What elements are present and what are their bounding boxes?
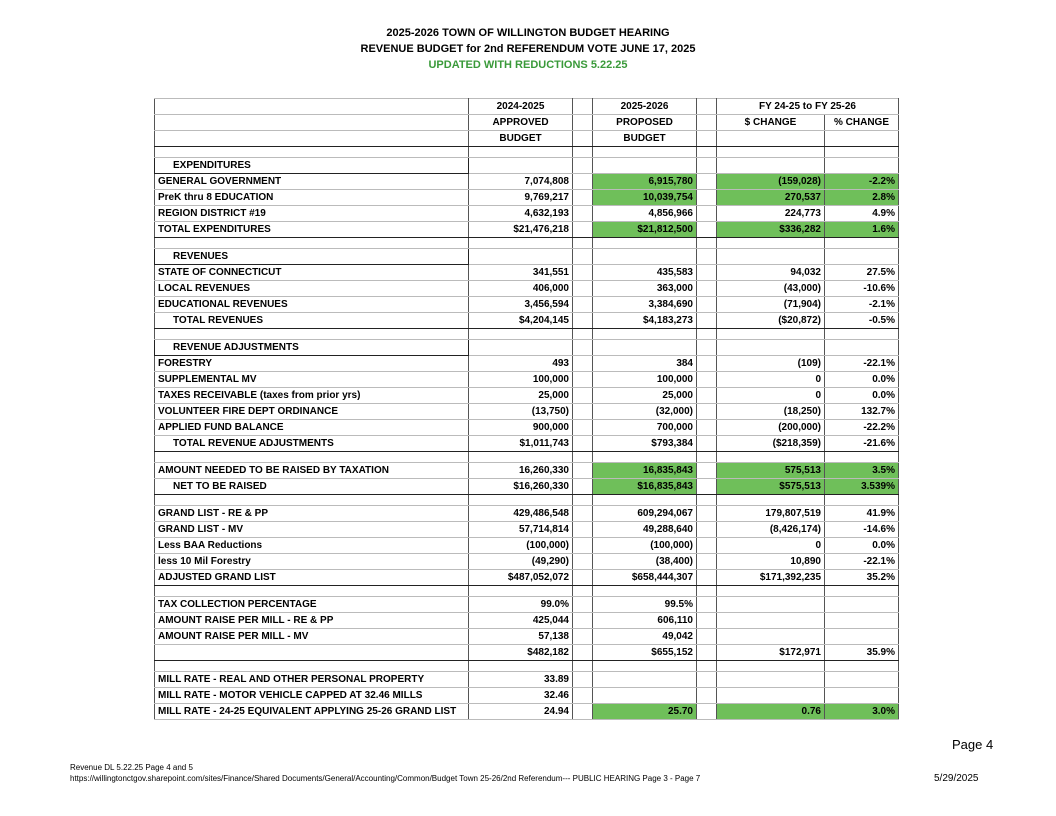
cell-change: 0: [717, 388, 825, 404]
row-label: TOTAL REVENUES: [155, 313, 469, 329]
row-label: TOTAL EXPENDITURES: [155, 222, 469, 238]
cell-approved: 33.89: [469, 672, 573, 688]
cell-proposed: 700,000: [593, 420, 697, 436]
cell-change: 179,807,519: [717, 506, 825, 522]
cell-proposed: 10,039,754: [593, 190, 697, 206]
row-label: GENERAL GOVERNMENT: [155, 174, 469, 190]
cell-proposed: 49,288,640: [593, 522, 697, 538]
cell-change: 0: [717, 372, 825, 388]
cell-proposed: $21,812,500: [593, 222, 697, 238]
col-header: BUDGET: [593, 131, 697, 147]
section-row: [155, 340, 899, 356]
row-label: AMOUNT RAISE PER MILL - MV: [155, 629, 469, 645]
cell-proposed: 3,384,690: [593, 297, 697, 313]
table-row: [155, 281, 899, 297]
cell-approved: 100,000: [469, 372, 573, 388]
total-row: [155, 479, 899, 495]
header-row: [155, 131, 899, 147]
cell-proposed: 4,856,966: [593, 206, 697, 222]
cell-approved: 32.46: [469, 688, 573, 704]
row-label: Less BAA Reductions: [155, 538, 469, 554]
row-label: EDUCATIONAL REVENUES: [155, 297, 469, 313]
update-note: UPDATED WITH REDUCTIONS 5.22.25: [428, 59, 628, 71]
cell-approved: 25,000: [469, 388, 573, 404]
cell-pct: 0.0%: [825, 372, 899, 388]
cell-change: 575,513: [717, 463, 825, 479]
cell-proposed: 16,835,843: [593, 463, 697, 479]
col-header: APPROVED: [469, 115, 573, 131]
cell-change: (8,426,174): [717, 522, 825, 538]
cell-change: 224,773: [717, 206, 825, 222]
section-revenue-adjustments: REVENUE ADJUSTMENTS: [155, 340, 469, 356]
cell-pct: -14.6%: [825, 522, 899, 538]
cell-pct: 35.9%: [825, 645, 899, 661]
table-row: [155, 404, 899, 420]
total-row: [155, 436, 899, 452]
table-row: [155, 190, 899, 206]
table-row: [155, 688, 899, 704]
row-label: MILL RATE - 24-25 EQUIVALENT APPLYING 25-26 GRAND LIST: [155, 704, 469, 720]
cell-pct: -2.1%: [825, 297, 899, 313]
cell-change: (43,000): [717, 281, 825, 297]
col-header: 2024-2025: [469, 99, 573, 115]
row-label: TAXES RECEIVABLE (taxes from prior yrs): [155, 388, 469, 404]
cell-proposed: 99.5%: [593, 597, 697, 613]
cell-proposed: $4,183,273: [593, 313, 697, 329]
footer-file-note: Revenue DL 5.22.25 Page 4 and 5: [70, 763, 193, 772]
cell-change: ($20,872): [717, 313, 825, 329]
cell-proposed: 49,042: [593, 629, 697, 645]
row-label: LOCAL REVENUES: [155, 281, 469, 297]
cell-change: 270,537: [717, 190, 825, 206]
cell-proposed: 6,915,780: [593, 174, 697, 190]
section-row: [155, 158, 899, 174]
table-row: [155, 463, 899, 479]
cell-pct: 35.2%: [825, 570, 899, 586]
cell-proposed: 384: [593, 356, 697, 372]
cell-pct: 1.6%: [825, 222, 899, 238]
row-label: GRAND LIST - RE & PP: [155, 506, 469, 522]
cell-change: 10,890: [717, 554, 825, 570]
cell-pct: -21.6%: [825, 436, 899, 452]
cell-change: (71,904): [717, 297, 825, 313]
cell-change: 94,032: [717, 265, 825, 281]
table-row: [155, 372, 899, 388]
cell-proposed: 435,583: [593, 265, 697, 281]
row-label: ADJUSTED GRAND LIST: [155, 570, 469, 586]
cell-pct: 0.0%: [825, 538, 899, 554]
cell-pct: -10.6%: [825, 281, 899, 297]
cell-approved: 406,000: [469, 281, 573, 297]
header-row: [155, 99, 899, 115]
cell-pct: -0.5%: [825, 313, 899, 329]
cell-change: (109): [717, 356, 825, 372]
cell-proposed: 606,110: [593, 613, 697, 629]
cell-approved: 341,551: [469, 265, 573, 281]
cell-change: ($218,359): [717, 436, 825, 452]
cell-proposed: 609,294,067: [593, 506, 697, 522]
total-row: [155, 222, 899, 238]
cell-approved: 7,074,808: [469, 174, 573, 190]
cell-approved: 425,044: [469, 613, 573, 629]
table-row: [155, 629, 899, 645]
cell-change: 0: [717, 538, 825, 554]
cell-approved: $482,182: [469, 645, 573, 661]
row-label: AMOUNT RAISE PER MILL - RE & PP: [155, 613, 469, 629]
cell-approved: 16,260,330: [469, 463, 573, 479]
table-row: [155, 174, 899, 190]
table-row: [155, 554, 899, 570]
table-row: [155, 388, 899, 404]
col-header: BUDGET: [469, 131, 573, 147]
table-row: [155, 420, 899, 436]
table-row: [155, 672, 899, 688]
section-revenues: REVENUES: [155, 249, 469, 265]
cell-proposed: (32,000): [593, 404, 697, 420]
cell-approved: (100,000): [469, 538, 573, 554]
cell-pct: 2.8%: [825, 190, 899, 206]
page-number: Page 4: [952, 737, 994, 752]
cell-proposed: (38,400): [593, 554, 697, 570]
section-expenditures: EXPENDITURES: [155, 158, 469, 174]
page-subtitle: REVENUE BUDGET for 2nd REFERENDUM VOTE JUNE 17, 2025: [360, 43, 696, 55]
cell-proposed: 363,000: [593, 281, 697, 297]
row-label: REGION DISTRICT #19: [155, 206, 469, 222]
cell-approved: 57,714,814: [469, 522, 573, 538]
cell-approved: $1,011,743: [469, 436, 573, 452]
header-row: [155, 115, 899, 131]
cell-proposed: $793,384: [593, 436, 697, 452]
cell-change: $171,392,235: [717, 570, 825, 586]
col-header: PROPOSED: [593, 115, 697, 131]
cell-pct: -2.2%: [825, 174, 899, 190]
cell-approved: 24.94: [469, 704, 573, 720]
cell-approved: 3,456,594: [469, 297, 573, 313]
row-label: VOLUNTEER FIRE DEPT ORDINANCE: [155, 404, 469, 420]
cell-approved: 900,000: [469, 420, 573, 436]
cell-approved: (13,750): [469, 404, 573, 420]
cell-approved: 493: [469, 356, 573, 372]
cell-change: 0.76: [717, 704, 825, 720]
total-row: [155, 570, 899, 586]
cell-pct: 132.7%: [825, 404, 899, 420]
cell-approved: 57,138: [469, 629, 573, 645]
footer-date: 5/29/2025: [934, 773, 979, 784]
cell-pct: -22.1%: [825, 356, 899, 372]
row-label: PreK thru 8 EDUCATION: [155, 190, 469, 206]
cell-approved: $21,476,218: [469, 222, 573, 238]
cell-approved: (49,290): [469, 554, 573, 570]
row-label: TAX COLLECTION PERCENTAGE: [155, 597, 469, 613]
cell-approved: 99.0%: [469, 597, 573, 613]
cell-change: (200,000): [717, 420, 825, 436]
cell-approved: $16,260,330: [469, 479, 573, 495]
cell-approved: 4,632,193: [469, 206, 573, 222]
row-label: MILL RATE - MOTOR VEHICLE CAPPED AT 32.46 MILLS: [155, 688, 469, 704]
row-label: GRAND LIST - MV: [155, 522, 469, 538]
table-row: [155, 597, 899, 613]
page-title: 2025-2026 TOWN OF WILLINGTON BUDGET HEARING: [386, 27, 670, 39]
table-row: [155, 297, 899, 313]
cell-pct: 3.5%: [825, 463, 899, 479]
footer-path: https://willingtonctgov.sharepoint.com/sites/Finance/Shared Documents/General/Accounting/Common/Budget Town 25-26/2nd Referendum--- PUBLIC HEARING Page 3 - Page 7: [70, 774, 701, 783]
cell-pct: 27.5%: [825, 265, 899, 281]
revenue-budget-table: [154, 98, 899, 720]
cell-pct: 4.9%: [825, 206, 899, 222]
table-row: [155, 506, 899, 522]
row-label: FORESTRY: [155, 356, 469, 372]
col-header: FY 24-25 to FY 25-26: [717, 99, 899, 115]
cell-change: $172,971: [717, 645, 825, 661]
table-row: [155, 538, 899, 554]
row-label: less 10 Mil Forestry: [155, 554, 469, 570]
table-row: [155, 356, 899, 372]
cell-approved: 9,769,217: [469, 190, 573, 206]
cell-proposed: (100,000): [593, 538, 697, 554]
table-row: [155, 613, 899, 629]
cell-change: (18,250): [717, 404, 825, 420]
table-row: [155, 265, 899, 281]
col-header: $ CHANGE: [717, 115, 825, 131]
table-row: [155, 206, 899, 222]
cell-pct: 3.539%: [825, 479, 899, 495]
row-label: STATE OF CONNECTICUT: [155, 265, 469, 281]
cell-proposed: $655,152: [593, 645, 697, 661]
cell-pct: 0.0%: [825, 388, 899, 404]
row-label: AMOUNT NEEDED TO BE RAISED BY TAXATION: [155, 463, 469, 479]
table-row: [155, 704, 899, 720]
cell-approved: 429,486,548: [469, 506, 573, 522]
row-label: MILL RATE - REAL AND OTHER PERSONAL PROPERTY: [155, 672, 469, 688]
cell-proposed: 25,000: [593, 388, 697, 404]
cell-pct: 41.9%: [825, 506, 899, 522]
cell-pct: -22.2%: [825, 420, 899, 436]
table-row: [155, 522, 899, 538]
row-label: TOTAL REVENUE ADJUSTMENTS: [155, 436, 469, 452]
total-row: [155, 645, 899, 661]
col-header: % CHANGE: [825, 115, 899, 131]
section-row: [155, 249, 899, 265]
col-header: 2025-2026: [593, 99, 697, 115]
row-label: NET TO BE RAISED: [155, 479, 469, 495]
cell-change: (159,028): [717, 174, 825, 190]
cell-pct: 3.0%: [825, 704, 899, 720]
cell-change: $575,513: [717, 479, 825, 495]
cell-proposed: $658,444,307: [593, 570, 697, 586]
cell-approved: $487,052,072: [469, 570, 573, 586]
cell-approved: $4,204,145: [469, 313, 573, 329]
row-label: APPLIED FUND BALANCE: [155, 420, 469, 436]
cell-change: $336,282: [717, 222, 825, 238]
cell-proposed: $16,835,843: [593, 479, 697, 495]
total-row: [155, 313, 899, 329]
cell-pct: -22.1%: [825, 554, 899, 570]
cell-proposed: 25.70: [593, 704, 697, 720]
row-label: SUPPLEMENTAL MV: [155, 372, 469, 388]
cell-proposed: 100,000: [593, 372, 697, 388]
